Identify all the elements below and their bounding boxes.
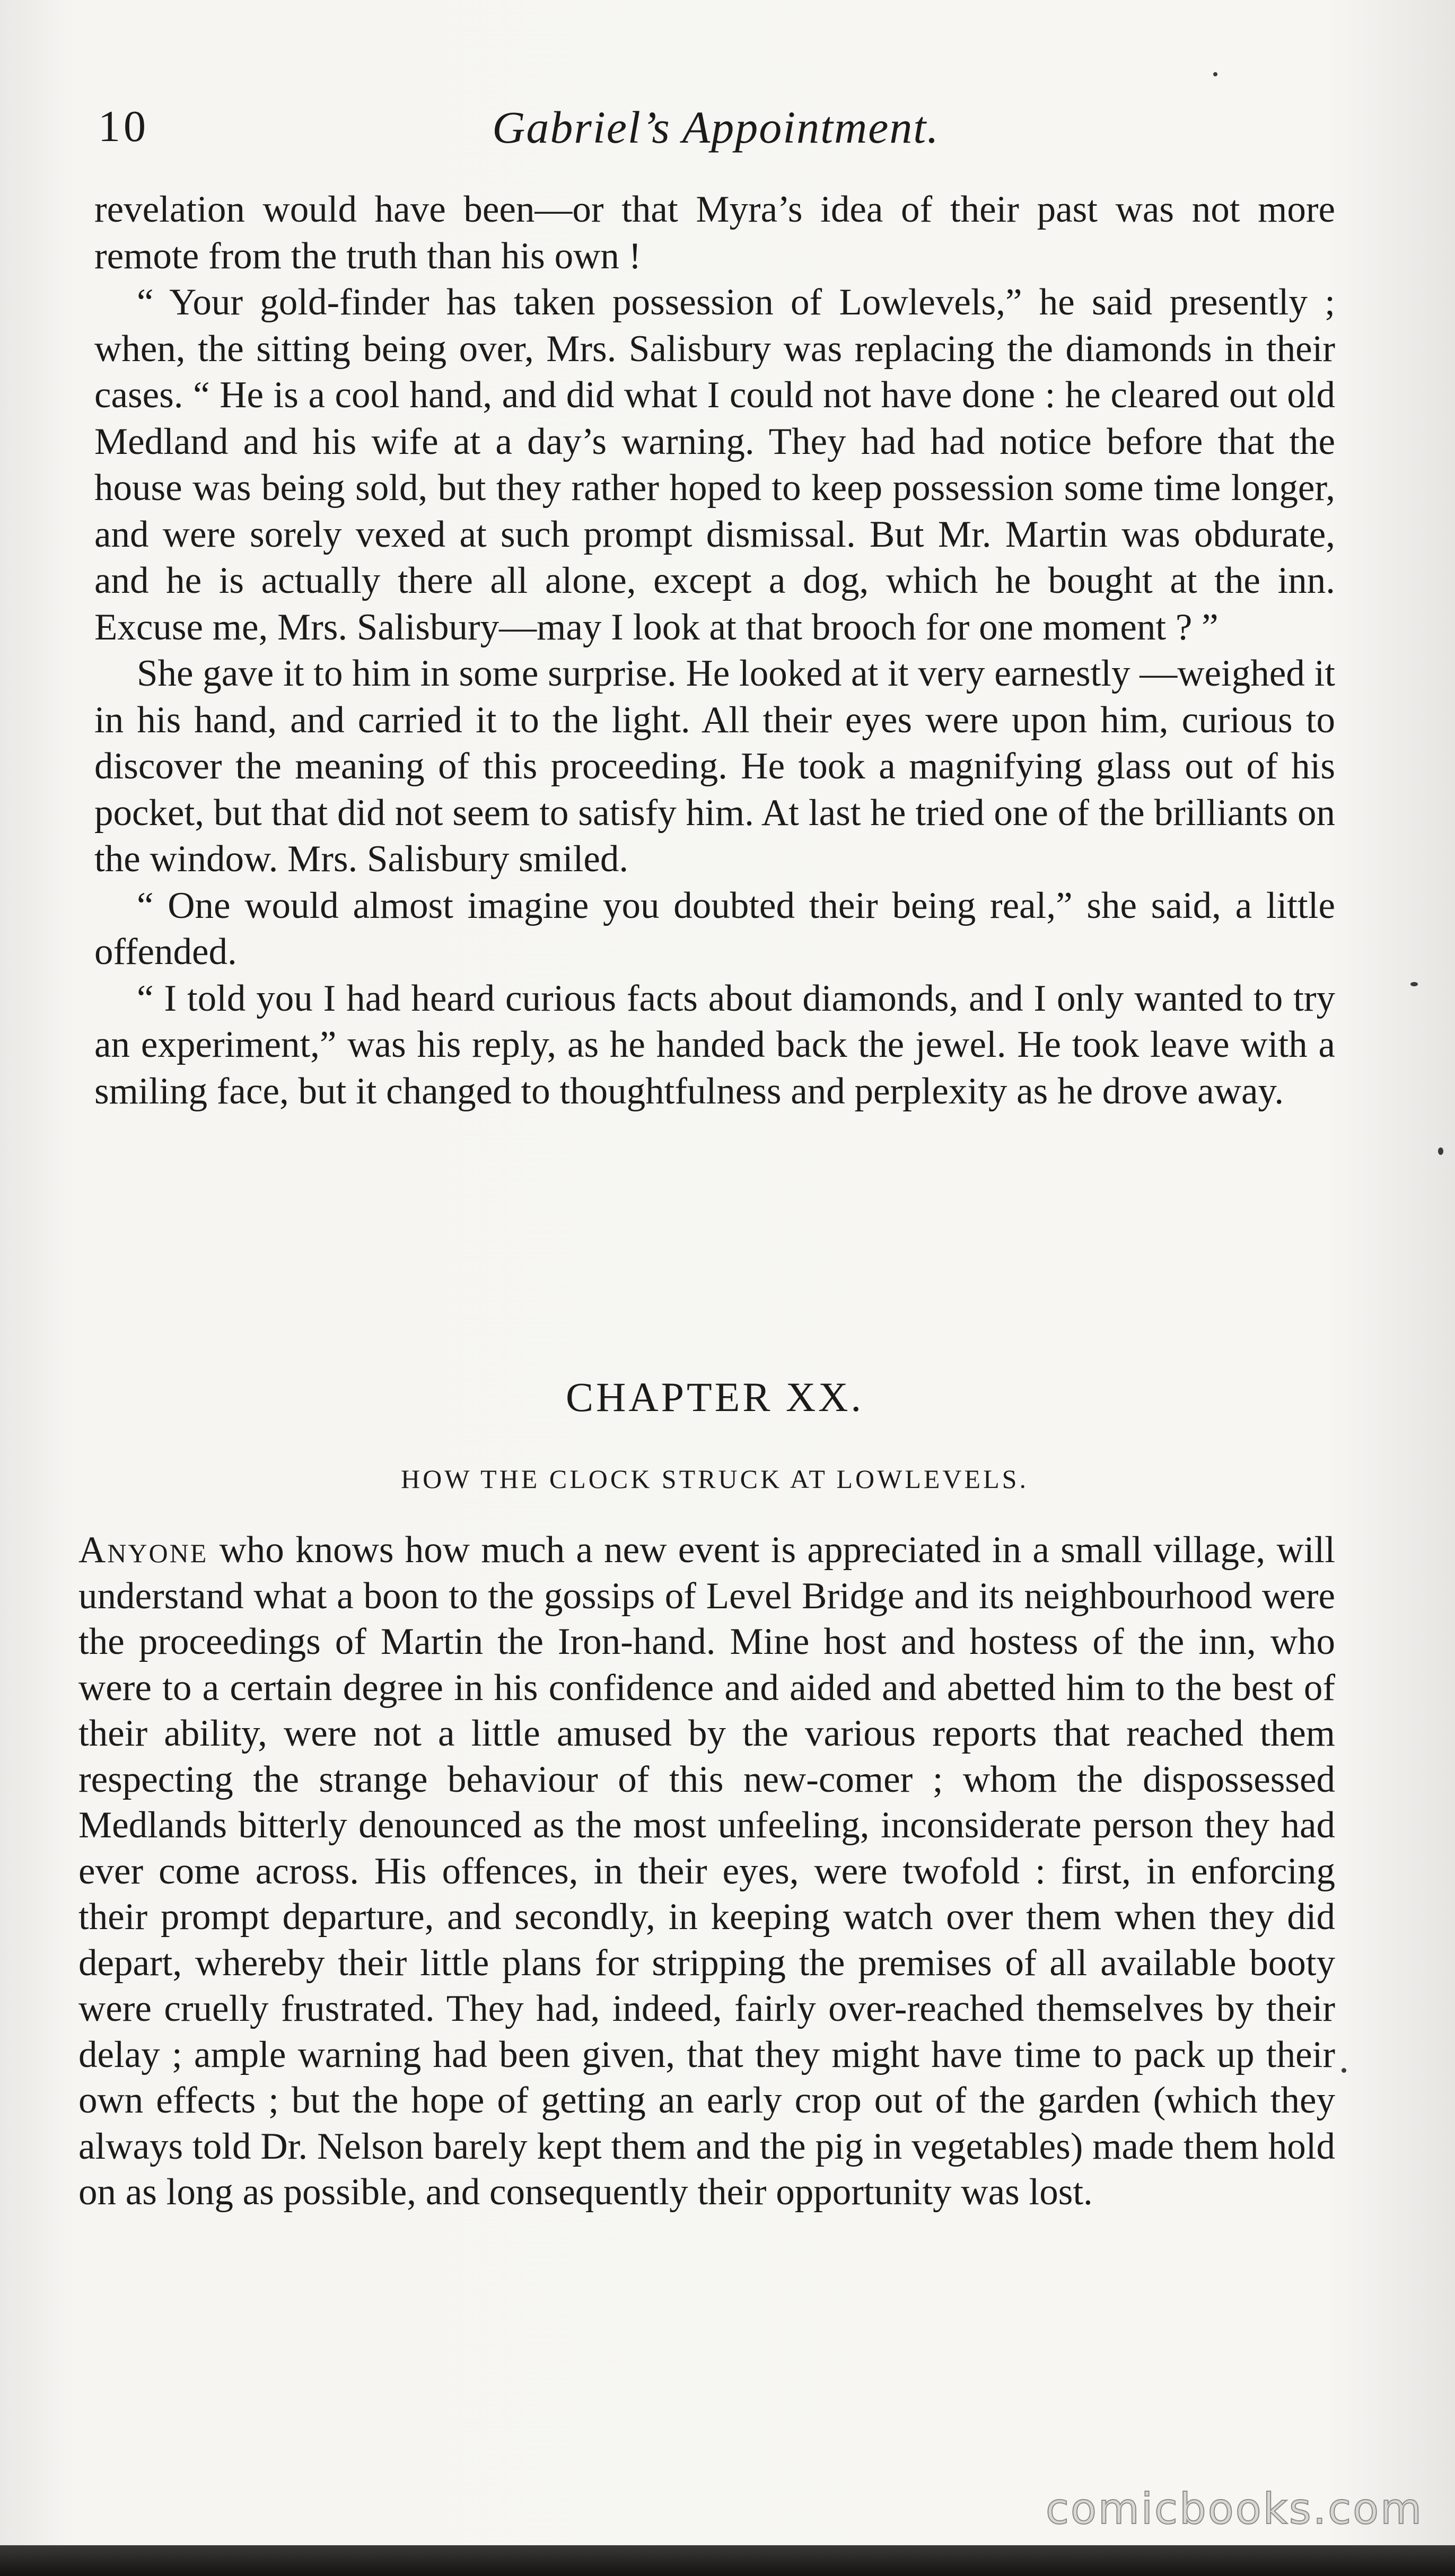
running-head bbox=[98, 101, 1334, 170]
scan-edge bbox=[0, 2545, 1455, 2576]
print-speck bbox=[1342, 2068, 1346, 2073]
paragraph: “ I told you I had heard curious facts about diamonds, and I only wanted to try an experiment,” was his reply, as he handed back the jewel. He took leave with a smiling face, but it changed to thoughtfulness and perplexity as he drove away. bbox=[94, 977, 1335, 1112]
paragraph: She gave it to him in some surprise. He looked at it very earnestly —weighed it in his hand, and carried it to the light. All their eyes were upon him, curious to discover the meaning of this proceeding. He took a magnifying glass out of his pocket, but that did not seem to satisfy him. At last he tried one of the brilliants on the window. Mrs. Salisbury smiled. bbox=[94, 653, 1335, 880]
paragraph: “ One would almost imagine you doubted their being real,” she said, a little offended. bbox=[94, 884, 1335, 972]
opening-word: Anyone bbox=[78, 1529, 208, 1571]
paragraph: “ Your gold-finder has taken possession of Lowlevels,” he said presently ; when, the sitting being over, Mrs. Salisbury was replacing the diamonds in their cases. “ He is a cool hand, and did what I could not have done : he cleared out old Medland and his wife at a day’s warning. They had had notice before that the house was being sold, but they rather hoped to keep possession some time longer, and were sorely vexed at such prompt dismissal. But Mr. Martin was obdurate, and he is actually there all alone, except a dog, which he bought at the inn. Excuse me, Mrs. Salisbury—may I look at that brooch for one moment ? ” bbox=[94, 282, 1335, 648]
chapter-body bbox=[78, 1527, 1335, 2215]
running-title: Gabriel’s Appointment. bbox=[492, 102, 940, 153]
chapter-heading: CHAPTER XX. bbox=[565, 1374, 864, 1420]
paragraph: revelation would have been—or that Myra’s idea of their past was not more remote from the truth than his own ! bbox=[94, 189, 1335, 277]
chapter-subtitle: HOW THE CLOCK STRUCK AT LOWLEVELS. bbox=[401, 1464, 1029, 1494]
body-text bbox=[94, 187, 1335, 1115]
print-speck bbox=[1438, 1147, 1443, 1155]
opening-text: who knows how much a new event is appreciated in a small village, will understand what a boon to the gossips of Level Bridge and its neighbourhood were the proceedings of Martin the Iron-hand. Mine host and hostess of the inn, who were to a certain degree in his confidence and aided and abetted him to the best of their ability, were not a little amused by the various reports that reached them respecting the strange behaviour of this new-comer ; whom the dispossessed Medlands bitterly denounced as the most unfeeling, inconsiderate person they had ever come across. His offences, in their eyes, were twofold : first, in enforcing their prompt departure, and secondly, in keeping watch over them when they did depart, whereby their little plans for stripping the premises of all available booty were cruelly frustrated. They had, indeed, fairly over-reached themselves by their delay ; ample warning had been given, that they might have time to pack up their own effects ; but the hope of getting an early crop out of the garden (which they always told Dr. Nelson barely kept them and the pig in vegetables) made them hold on as long as possible, and consequently their opportunity was lost. bbox=[78, 1529, 1335, 2213]
watermark: comicbooks.com bbox=[1045, 2484, 1423, 2534]
chapter-opening-paragraph bbox=[78, 1527, 1335, 2215]
print-speck bbox=[1410, 982, 1418, 986]
print-speck bbox=[1213, 72, 1217, 76]
page-number: 10 bbox=[98, 102, 149, 151]
